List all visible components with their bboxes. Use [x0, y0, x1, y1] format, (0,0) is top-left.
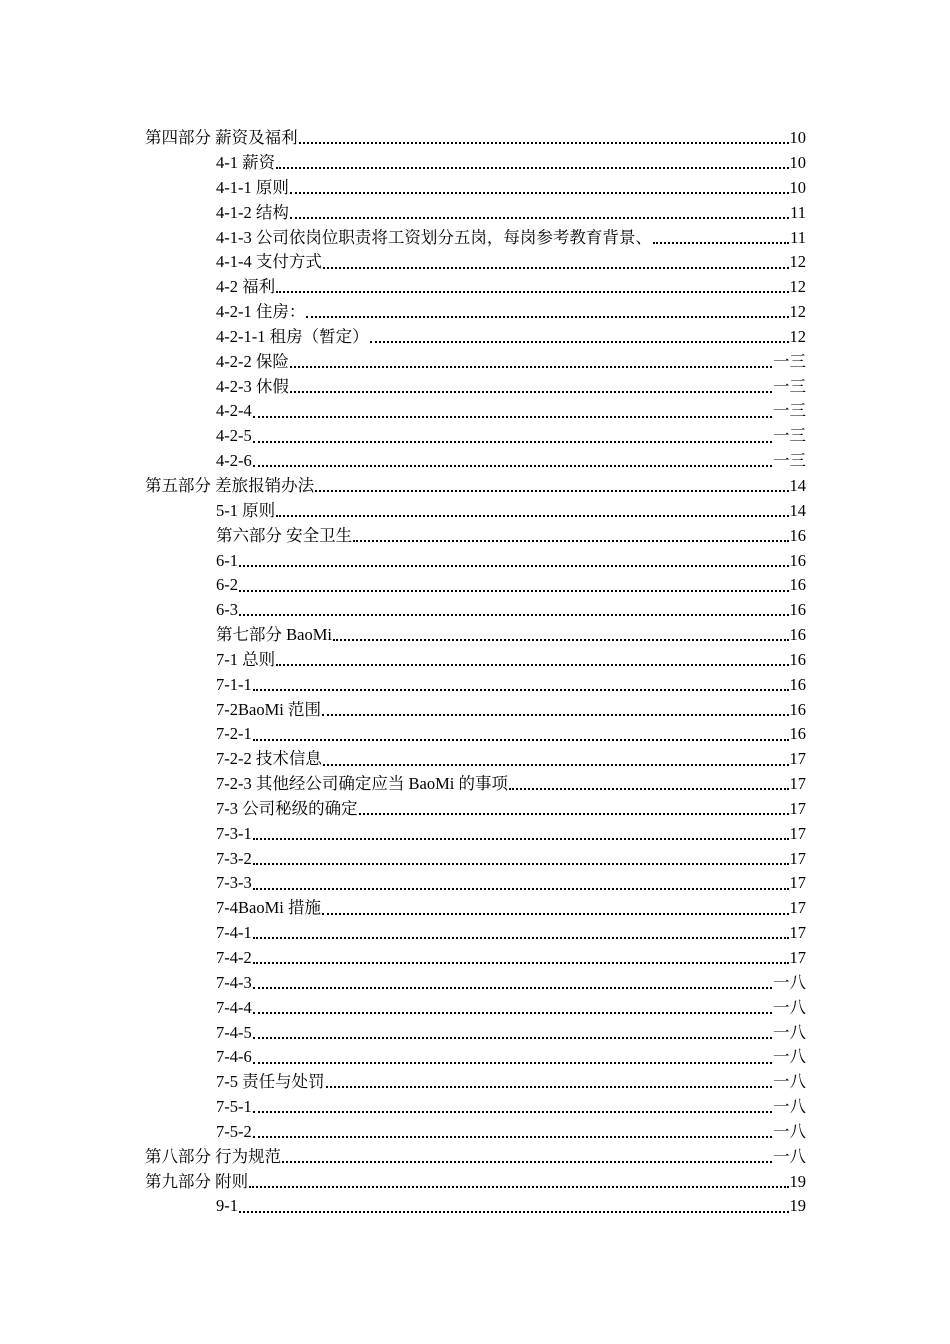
toc-entry-title: 7-1 总则 [216, 649, 276, 669]
toc-dot-leader [282, 1149, 772, 1165]
toc-subsection-entry[interactable] [216, 822, 806, 847]
toc-page-number: 17 [789, 848, 806, 868]
toc-dot-leader [353, 528, 788, 544]
toc-dot-leader [323, 752, 789, 768]
toc-dot-leader [253, 727, 789, 743]
toc-entry-title: 6-3 [216, 600, 238, 620]
toc-subsection-entry[interactable] [216, 871, 806, 896]
toc-entry-title: 7-2-2 技术信息 [216, 749, 322, 769]
toc-subsection-entry[interactable] [216, 996, 806, 1021]
toc-page-number: 一八 [773, 972, 806, 992]
toc-dot-leader [326, 1074, 772, 1090]
toc-dot-leader [239, 1199, 789, 1215]
toc-page-number: 12 [789, 277, 806, 297]
toc-page-number: 10 [789, 153, 806, 173]
toc-page-number: 一八 [773, 997, 806, 1017]
toc-page-number: 19 [789, 1171, 806, 1191]
toc-page-number: 一三 [773, 351, 806, 371]
toc-entry-title: 7-4-1 [216, 923, 252, 943]
toc-subsection-entry[interactable] [216, 1020, 806, 1045]
toc-dot-leader [299, 130, 789, 146]
toc-subsection-entry[interactable] [216, 499, 806, 524]
toc-dot-leader [253, 950, 789, 966]
toc-entry-title: 5-1 原则 [216, 500, 276, 520]
toc-subsection-entry[interactable] [216, 971, 806, 996]
toc-subsection-entry[interactable] [216, 896, 806, 921]
toc-entry-title: 4-2 福利 [216, 277, 276, 297]
toc-page-number: 10 [789, 128, 806, 148]
toc-subsection-entry[interactable] [216, 747, 806, 772]
toc-subsection-entry[interactable] [216, 1070, 806, 1095]
toc-entry-title: 7-4-3 [216, 972, 252, 992]
toc-page-number: 一八 [773, 1097, 806, 1117]
toc-subsection-entry[interactable] [216, 350, 806, 375]
toc-dot-leader [322, 901, 789, 917]
toc-dot-leader [276, 279, 788, 295]
toc-entry-title: 7-3-1 [216, 823, 252, 843]
toc-dot-leader [253, 851, 789, 867]
toc-subsection-entry[interactable] [216, 250, 806, 275]
toc-dot-leader [276, 503, 788, 519]
toc-page-number: 16 [789, 625, 806, 645]
toc-subsection-entry[interactable] [216, 772, 806, 797]
toc-page-number: 17 [789, 749, 806, 769]
toc-subsection-entry[interactable] [216, 225, 806, 250]
toc-subsection-entry[interactable] [216, 1095, 806, 1120]
toc-entry-title: 4-1-3 公司依岗位职责将工资划分五岗，每岗参考教育背景、 [216, 227, 652, 247]
toc-subsection-entry[interactable] [216, 399, 806, 424]
toc-subsection-entry[interactable] [216, 151, 806, 176]
toc-section-entry[interactable] [145, 474, 806, 499]
toc-dot-leader [370, 329, 789, 345]
toc-dot-leader [253, 1000, 772, 1016]
toc-page-number: 17 [789, 898, 806, 918]
toc-dot-leader [253, 1050, 772, 1066]
toc-dot-leader [253, 925, 789, 941]
toc-subsection-entry[interactable] [216, 275, 806, 300]
toc-entry-title: 7-5 责任与处罚 [216, 1072, 325, 1092]
toc-page-number: 11 [790, 202, 806, 222]
toc-entry-title: 4-1-2 结构 [216, 202, 289, 222]
toc-page-number: 一三 [773, 426, 806, 446]
toc-page-number: 12 [789, 326, 806, 346]
toc-entry-title: 第五部分 差旅报销办法 [145, 475, 315, 495]
toc-entry-title: 7-4-4 [216, 997, 252, 1017]
toc-entry-title: 4-1-1 原则 [216, 177, 289, 197]
toc-dot-leader [253, 826, 789, 842]
toc-dot-leader [253, 1099, 772, 1115]
toc-subsection-entry[interactable] [216, 524, 806, 549]
toc-subsection-entry[interactable] [216, 548, 806, 573]
toc-entry-title: 4-1 薪资 [216, 153, 276, 173]
toc-entry-title: 4-2-6 [216, 451, 252, 471]
toc-page-number: 一三 [773, 401, 806, 421]
toc-page-number: 16 [789, 674, 806, 694]
toc-section-entry[interactable] [145, 1169, 806, 1194]
toc-page-number: 一八 [773, 1121, 806, 1141]
toc-dot-leader [322, 702, 789, 718]
toc-dot-leader [333, 627, 789, 643]
toc-dot-leader [290, 180, 789, 196]
toc-entry-title: 7-4-2 [216, 948, 252, 968]
toc-subsection-entry[interactable] [216, 176, 806, 201]
toc-dot-leader [253, 429, 772, 445]
toc-subsection-entry[interactable] [216, 573, 806, 598]
toc-page-number: 12 [789, 302, 806, 322]
toc-page-number: 17 [789, 774, 806, 794]
toc-dot-leader [253, 1124, 772, 1140]
toc-entry-title: 7-3 公司秘级的确定 [216, 798, 358, 818]
toc-subsection-entry[interactable] [216, 697, 806, 722]
toc-dot-leader [253, 975, 772, 991]
toc-subsection-entry[interactable] [216, 449, 806, 474]
toc-page-number: 17 [789, 873, 806, 893]
toc-dot-leader [239, 553, 789, 569]
toc-dot-leader [253, 677, 789, 693]
toc-entry-title: 6-2 [216, 575, 238, 595]
toc-dot-leader [290, 205, 789, 221]
toc-entry-title: 4-2-5 [216, 426, 252, 446]
toc-dot-leader [253, 876, 789, 892]
toc-page-number: 16 [789, 699, 806, 719]
toc-page-number: 一八 [773, 1022, 806, 1042]
toc-page-number: 一八 [773, 1072, 806, 1092]
toc-subsection-entry[interactable] [216, 1045, 806, 1070]
toc-page-number: 17 [789, 798, 806, 818]
toc-entry-title: 7-3-2 [216, 848, 252, 868]
toc-subsection-entry[interactable] [216, 946, 806, 971]
toc-entry-title: 第九部分 附则 [145, 1171, 249, 1191]
table-of-contents [0, 126, 950, 1219]
toc-entry-title: 4-2-1-1 租房（暂定） [216, 326, 369, 346]
toc-dot-leader [290, 354, 772, 370]
toc-page-number: 16 [789, 724, 806, 744]
toc-entry-title: 7-1-1 [216, 674, 252, 694]
toc-page-number: 一八 [773, 1146, 806, 1166]
toc-entry-title: 第六部分 安全卫生 [216, 525, 353, 545]
toc-dot-leader [253, 404, 772, 420]
toc-subsection-entry[interactable] [216, 1120, 806, 1145]
toc-dot-leader [323, 255, 789, 271]
toc-page-number: 一三 [773, 451, 806, 471]
toc-entry-title: 4-2-4 [216, 401, 252, 421]
toc-entry-title: 第七部分 BaoMi [216, 625, 332, 645]
toc-subsection-entry[interactable] [216, 846, 806, 871]
toc-entry-title: 6-1 [216, 550, 238, 570]
toc-subsection-entry[interactable] [216, 325, 806, 350]
toc-subsection-entry[interactable] [216, 797, 806, 822]
toc-entry-title: 7-2-1 [216, 724, 252, 744]
toc-page-number: 16 [789, 649, 806, 669]
toc-entry-title: 7-2-3 其他经公司确定应当 BaoMi 的事项 [216, 774, 508, 794]
toc-page-number: 16 [789, 550, 806, 570]
toc-subsection-entry[interactable] [216, 598, 806, 623]
toc-page-number: 10 [789, 177, 806, 197]
toc-page-number: 16 [789, 525, 806, 545]
toc-page-number: 14 [789, 475, 806, 495]
toc-page-number: 16 [789, 600, 806, 620]
toc-entry-title: 7-5-2 [216, 1121, 252, 1141]
toc-subsection-entry[interactable] [216, 921, 806, 946]
toc-section-entry[interactable] [145, 1145, 806, 1170]
toc-dot-leader [239, 578, 789, 594]
toc-page-number: 14 [789, 500, 806, 520]
toc-subsection-entry[interactable] [216, 623, 806, 648]
toc-dot-leader [276, 652, 788, 668]
toc-dot-leader [249, 1174, 788, 1190]
toc-subsection-entry[interactable] [216, 648, 806, 673]
toc-subsection-entry[interactable] [216, 374, 806, 399]
toc-dot-leader [306, 304, 788, 320]
toc-dot-leader [359, 801, 789, 817]
toc-entry-title: 9-1 [216, 1196, 238, 1216]
toc-entry-title: 7-5-1 [216, 1097, 252, 1117]
toc-page-number: 17 [789, 823, 806, 843]
toc-page-number: 一八 [773, 1047, 806, 1067]
toc-subsection-entry[interactable] [216, 424, 806, 449]
toc-page-number: 12 [789, 252, 806, 272]
toc-dot-leader [290, 379, 772, 395]
toc-entry-title: 4-2-3 休假 [216, 376, 289, 396]
toc-entry-title: 4-2-2 保险 [216, 351, 289, 371]
toc-page-number: 17 [789, 948, 806, 968]
toc-page-number: 一三 [773, 376, 806, 396]
toc-dot-leader [315, 478, 788, 494]
toc-dot-leader [509, 776, 789, 792]
toc-subsection-entry[interactable] [216, 300, 806, 325]
toc-dot-leader [653, 230, 789, 246]
toc-dot-leader [276, 155, 788, 171]
toc-subsection-entry[interactable] [216, 673, 806, 698]
toc-entry-title: 7-3-3 [216, 873, 252, 893]
toc-entry-title: 7-4-6 [216, 1047, 252, 1067]
toc-dot-leader [253, 453, 772, 469]
toc-page-number: 11 [790, 227, 806, 247]
toc-subsection-entry[interactable] [216, 201, 806, 226]
toc-dot-leader [253, 1025, 772, 1041]
toc-entry-title: 4-1-4 支付方式 [216, 252, 322, 272]
toc-subsection-entry[interactable] [216, 1194, 806, 1219]
toc-entry-title: 第八部分 行为规范 [145, 1146, 282, 1166]
toc-page-number: 16 [789, 575, 806, 595]
toc-entry-title: 7-4-5 [216, 1022, 252, 1042]
toc-subsection-entry[interactable] [216, 722, 806, 747]
toc-section-entry[interactable] [145, 126, 806, 151]
toc-entry-title: 第四部分 薪资及福利 [145, 128, 298, 148]
toc-page-number: 19 [789, 1196, 806, 1216]
toc-entry-title: 7-4BaoMi 措施 [216, 898, 321, 918]
toc-page-number: 17 [789, 923, 806, 943]
toc-entry-title: 4-2-1 住房： [216, 302, 306, 322]
toc-entry-title: 7-2BaoMi 范围 [216, 699, 321, 719]
toc-dot-leader [239, 602, 789, 618]
